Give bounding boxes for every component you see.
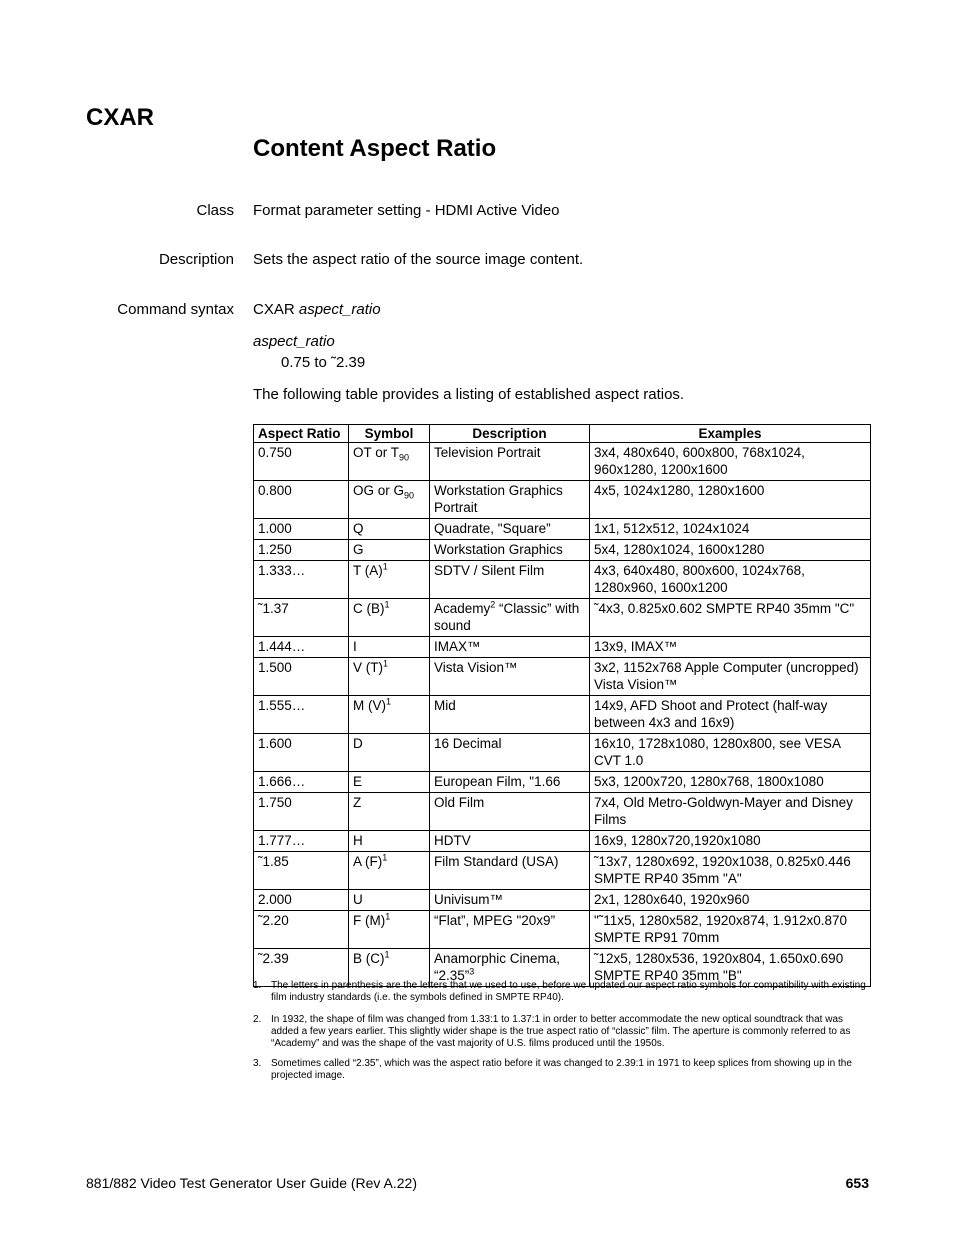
footnote <box>253 1014 871 1050</box>
cell-aspect-ratio: ˜2.20 <box>254 911 349 949</box>
description-text: SDTV / Silent Film <box>434 563 545 578</box>
description-label: Description <box>158 251 234 268</box>
description-text: Vista Vision™ <box>434 660 518 675</box>
symbol-text: OG or G <box>353 483 405 498</box>
cell-symbol <box>349 561 430 599</box>
table-row <box>254 519 871 540</box>
cell-examples: 5x3, 1200x720, 1280x768, 1800x1080 <box>590 772 871 793</box>
cell-examples: "˜11x5, 1280x582, 1920x874, 1.912x0.870 SMPTE RP91 70mm <box>590 911 871 949</box>
table-row <box>254 890 871 911</box>
footnote-number: 2. <box>253 1014 262 1025</box>
cell-symbol <box>349 443 430 481</box>
description-text: Workstation Graphics <box>434 542 563 557</box>
cell-symbol <box>349 772 430 793</box>
description-text: IMAX™ <box>434 639 481 654</box>
cell-description <box>430 658 590 696</box>
table-row <box>254 481 871 519</box>
param-range: 0.75 to ˜2.39 <box>281 354 366 371</box>
cell-aspect-ratio: 1.777… <box>254 831 349 852</box>
cell-examples: 4x5, 1024x1280, 1280x1600 <box>590 481 871 519</box>
description-text: 16 Decimal <box>434 736 502 751</box>
description-value: Sets the aspect ratio of the source image content. <box>253 251 584 268</box>
footnote-ref: 1 <box>383 658 389 669</box>
footnote-ref: 1 <box>384 949 390 960</box>
description-text: “Flat”, MPEG "20x9” <box>434 913 556 928</box>
class-label: Class <box>196 202 234 219</box>
cell-symbol <box>349 637 430 658</box>
cell-aspect-ratio: 0.800 <box>254 481 349 519</box>
footer-page-number: 653 <box>845 1175 869 1191</box>
table-row <box>254 831 871 852</box>
syntax-command: CXAR <box>253 301 295 318</box>
description-text: Academy <box>434 601 491 616</box>
table-header-row <box>254 425 871 443</box>
cell-aspect-ratio: 2.000 <box>254 890 349 911</box>
symbol-text: G <box>353 542 364 557</box>
footnote-number: 3. <box>253 1058 262 1069</box>
cell-description <box>430 599 590 637</box>
cell-symbol <box>349 734 430 772</box>
table-row <box>254 696 871 734</box>
cell-description <box>430 696 590 734</box>
footnote-text: The letters in parenthesis are the letters that we used to use, before we updated our aspect ratio symbols for compatibility with existing film industry standards (i.e. the symbols defined in SMPTE RP40). <box>271 980 866 1003</box>
cell-examples: 16x10, 1728x1080, 1280x800, see VESA CVT 1.0 <box>590 734 871 772</box>
symbol-text: D <box>353 736 363 751</box>
cell-examples: 5x4, 1280x1024, 1600x1280 <box>590 540 871 561</box>
cell-aspect-ratio: 1.555… <box>254 696 349 734</box>
cell-examples: ˜4x3, 0.825x0.602 SMPTE RP40 35mm "C" <box>590 599 871 637</box>
cell-symbol <box>349 911 430 949</box>
symbol-subscript: 90 <box>404 490 415 501</box>
cell-aspect-ratio: ˜1.37 <box>254 599 349 637</box>
cell-description <box>430 481 590 519</box>
cell-description <box>430 519 590 540</box>
footnote-ref: 1 <box>386 696 392 707</box>
cell-examples: 3x4, 480x640, 600x800, 768x1024, 960x1280, 1200x1600 <box>590 443 871 481</box>
cell-description <box>430 911 590 949</box>
symbol-text: I <box>353 639 357 654</box>
syntax-parameter: aspect_ratio <box>298 301 381 318</box>
param-name: aspect_ratio <box>253 333 335 350</box>
header-aspect-ratio: Aspect Ratio <box>254 425 349 443</box>
cell-examples: 16x9, 1280x720,1920x1080 <box>590 831 871 852</box>
symbol-text: B (C) <box>353 951 385 966</box>
description-text: Film Standard (USA) <box>434 854 559 869</box>
cell-symbol <box>349 599 430 637</box>
cell-examples: 2x1, 1280x640, 1920x960 <box>590 890 871 911</box>
table-row <box>254 561 871 599</box>
page-title: Content Aspect Ratio <box>253 135 497 162</box>
description-text: Workstation Graphics Portrait <box>434 483 563 515</box>
cell-symbol <box>349 831 430 852</box>
footnote-ref: 1 <box>385 911 391 922</box>
cell-description <box>430 443 590 481</box>
footnote-ref: 1 <box>382 852 388 863</box>
description-text: Quadrate, "Square” <box>434 521 551 536</box>
table-row <box>254 911 871 949</box>
symbol-text: M (V) <box>353 698 386 713</box>
cell-symbol <box>349 519 430 540</box>
table-row <box>254 599 871 637</box>
cell-examples: 13x9, IMAX™ <box>590 637 871 658</box>
cell-description <box>430 637 590 658</box>
cell-aspect-ratio: ˜2.39 <box>254 949 349 987</box>
syntax-value <box>253 301 381 318</box>
symbol-text: F (M) <box>353 913 386 928</box>
footnote-text: Sometimes called “2.35”, which was the aspect ratio before it was changed to 2.39:1 in 1971 to keep splices from showing up in the projected image. <box>271 1058 852 1081</box>
table-row <box>254 658 871 696</box>
cell-description <box>430 890 590 911</box>
cell-examples: 3x2, 1152x768 Apple Computer (uncropped) Vista Vision™ <box>590 658 871 696</box>
symbol-text: Z <box>353 795 362 810</box>
footnote-number: 1. <box>253 980 262 991</box>
cell-aspect-ratio: 1.600 <box>254 734 349 772</box>
description-text: Television Portrait <box>434 445 541 460</box>
symbol-text: T (A) <box>353 563 383 578</box>
symbol-subscript: 90 <box>399 452 410 463</box>
command-heading: CXAR <box>86 104 155 131</box>
cell-description <box>430 772 590 793</box>
aspect-ratio-table <box>253 424 871 987</box>
cell-examples: 4x3, 640x480, 800x600, 1024x768, 1280x960, 1600x1200 <box>590 561 871 599</box>
table-row <box>254 540 871 561</box>
cell-aspect-ratio: 1.000 <box>254 519 349 540</box>
symbol-text: U <box>353 892 363 907</box>
footnote-ref: 3 <box>469 966 475 977</box>
table-row <box>254 793 871 831</box>
cell-examples: ˜13x7, 1280x692, 1920x1038, 0.825x0.446 SMPTE RP40 35mm "A" <box>590 852 871 890</box>
cell-symbol <box>349 658 430 696</box>
description-text: European Film, "1.66 <box>434 774 561 789</box>
header-symbol: Symbol <box>349 425 430 443</box>
symbol-text: C (B) <box>353 601 385 616</box>
table-row <box>254 772 871 793</box>
cell-aspect-ratio: 1.444… <box>254 637 349 658</box>
footer-guide-title: 881/882 Video Test Generator User Guide (Rev A.22) <box>86 1175 418 1191</box>
cell-symbol <box>349 481 430 519</box>
cell-description <box>430 852 590 890</box>
cell-symbol <box>349 696 430 734</box>
cell-aspect-ratio: 1.750 <box>254 793 349 831</box>
description-text-continued: “Classic” with sound <box>434 601 580 633</box>
cell-examples: 1x1, 512x512, 1024x1024 <box>590 519 871 540</box>
footnote <box>253 1058 871 1082</box>
cell-symbol <box>349 852 430 890</box>
cell-symbol <box>349 793 430 831</box>
cell-symbol <box>349 890 430 911</box>
footnote-ref: 2 <box>490 599 496 610</box>
cell-examples: 14x9, AFD Shoot and Protect (half-way between 4x3 and 16x9) <box>590 696 871 734</box>
symbol-text: OT or T <box>353 445 400 460</box>
header-description: Description <box>430 425 590 443</box>
symbol-text: E <box>353 774 363 789</box>
cell-aspect-ratio: 0.750 <box>254 443 349 481</box>
description-text: Univisum™ <box>434 892 504 907</box>
cell-symbol <box>349 540 430 561</box>
symbol-text: H <box>353 833 363 848</box>
description-text: Anamorphic Cinema, “2.35” <box>434 951 561 983</box>
table-row <box>254 734 871 772</box>
symbol-text: V (T) <box>353 660 383 675</box>
footnote-ref: 1 <box>384 599 390 610</box>
cell-aspect-ratio: 1.333… <box>254 561 349 599</box>
cell-examples: 7x4, Old Metro-Goldwyn-Mayer and Disney Films <box>590 793 871 831</box>
cell-description <box>430 831 590 852</box>
class-value: Format parameter setting - HDMI Active Video <box>253 202 560 219</box>
cell-aspect-ratio: ˜1.85 <box>254 852 349 890</box>
syntax-label: Command syntax <box>117 301 234 318</box>
footnote-ref: 1 <box>382 561 388 572</box>
cell-description <box>430 540 590 561</box>
table-row <box>254 443 871 481</box>
cell-aspect-ratio: 1.250 <box>254 540 349 561</box>
table-row <box>254 637 871 658</box>
cell-description <box>430 734 590 772</box>
cell-aspect-ratio: 1.500 <box>254 658 349 696</box>
symbol-text: Q <box>353 521 364 536</box>
cell-description <box>430 561 590 599</box>
symbol-text: A (F) <box>353 854 383 869</box>
header-examples: Examples <box>590 425 871 443</box>
table-intro: The following table provides a listing of established aspect ratios. <box>253 386 685 403</box>
footnote-text: In 1932, the shape of film was changed from 1.33:1 to 1.37:1 in order to better accommodate the new optical soundtrack that was added a few years earlier. This slightly wider shape is the true aspect ratio of “classic” film. The aperture is commonly referred to as “Academy” and was the shape of the vast majority of U.S. films produced until the 1950s. <box>271 1014 851 1049</box>
description-text: Old Film <box>434 795 485 810</box>
cell-examples: ˜12x5, 1280x536, 1920x804, 1.650x0.690 SMPTE RP40 35mm "B" <box>590 949 871 987</box>
table-row <box>254 852 871 890</box>
footnote <box>253 980 871 1004</box>
description-text: Mid <box>434 698 456 713</box>
cell-aspect-ratio: 1.666… <box>254 772 349 793</box>
description-text: HDTV <box>434 833 471 848</box>
cell-description <box>430 793 590 831</box>
